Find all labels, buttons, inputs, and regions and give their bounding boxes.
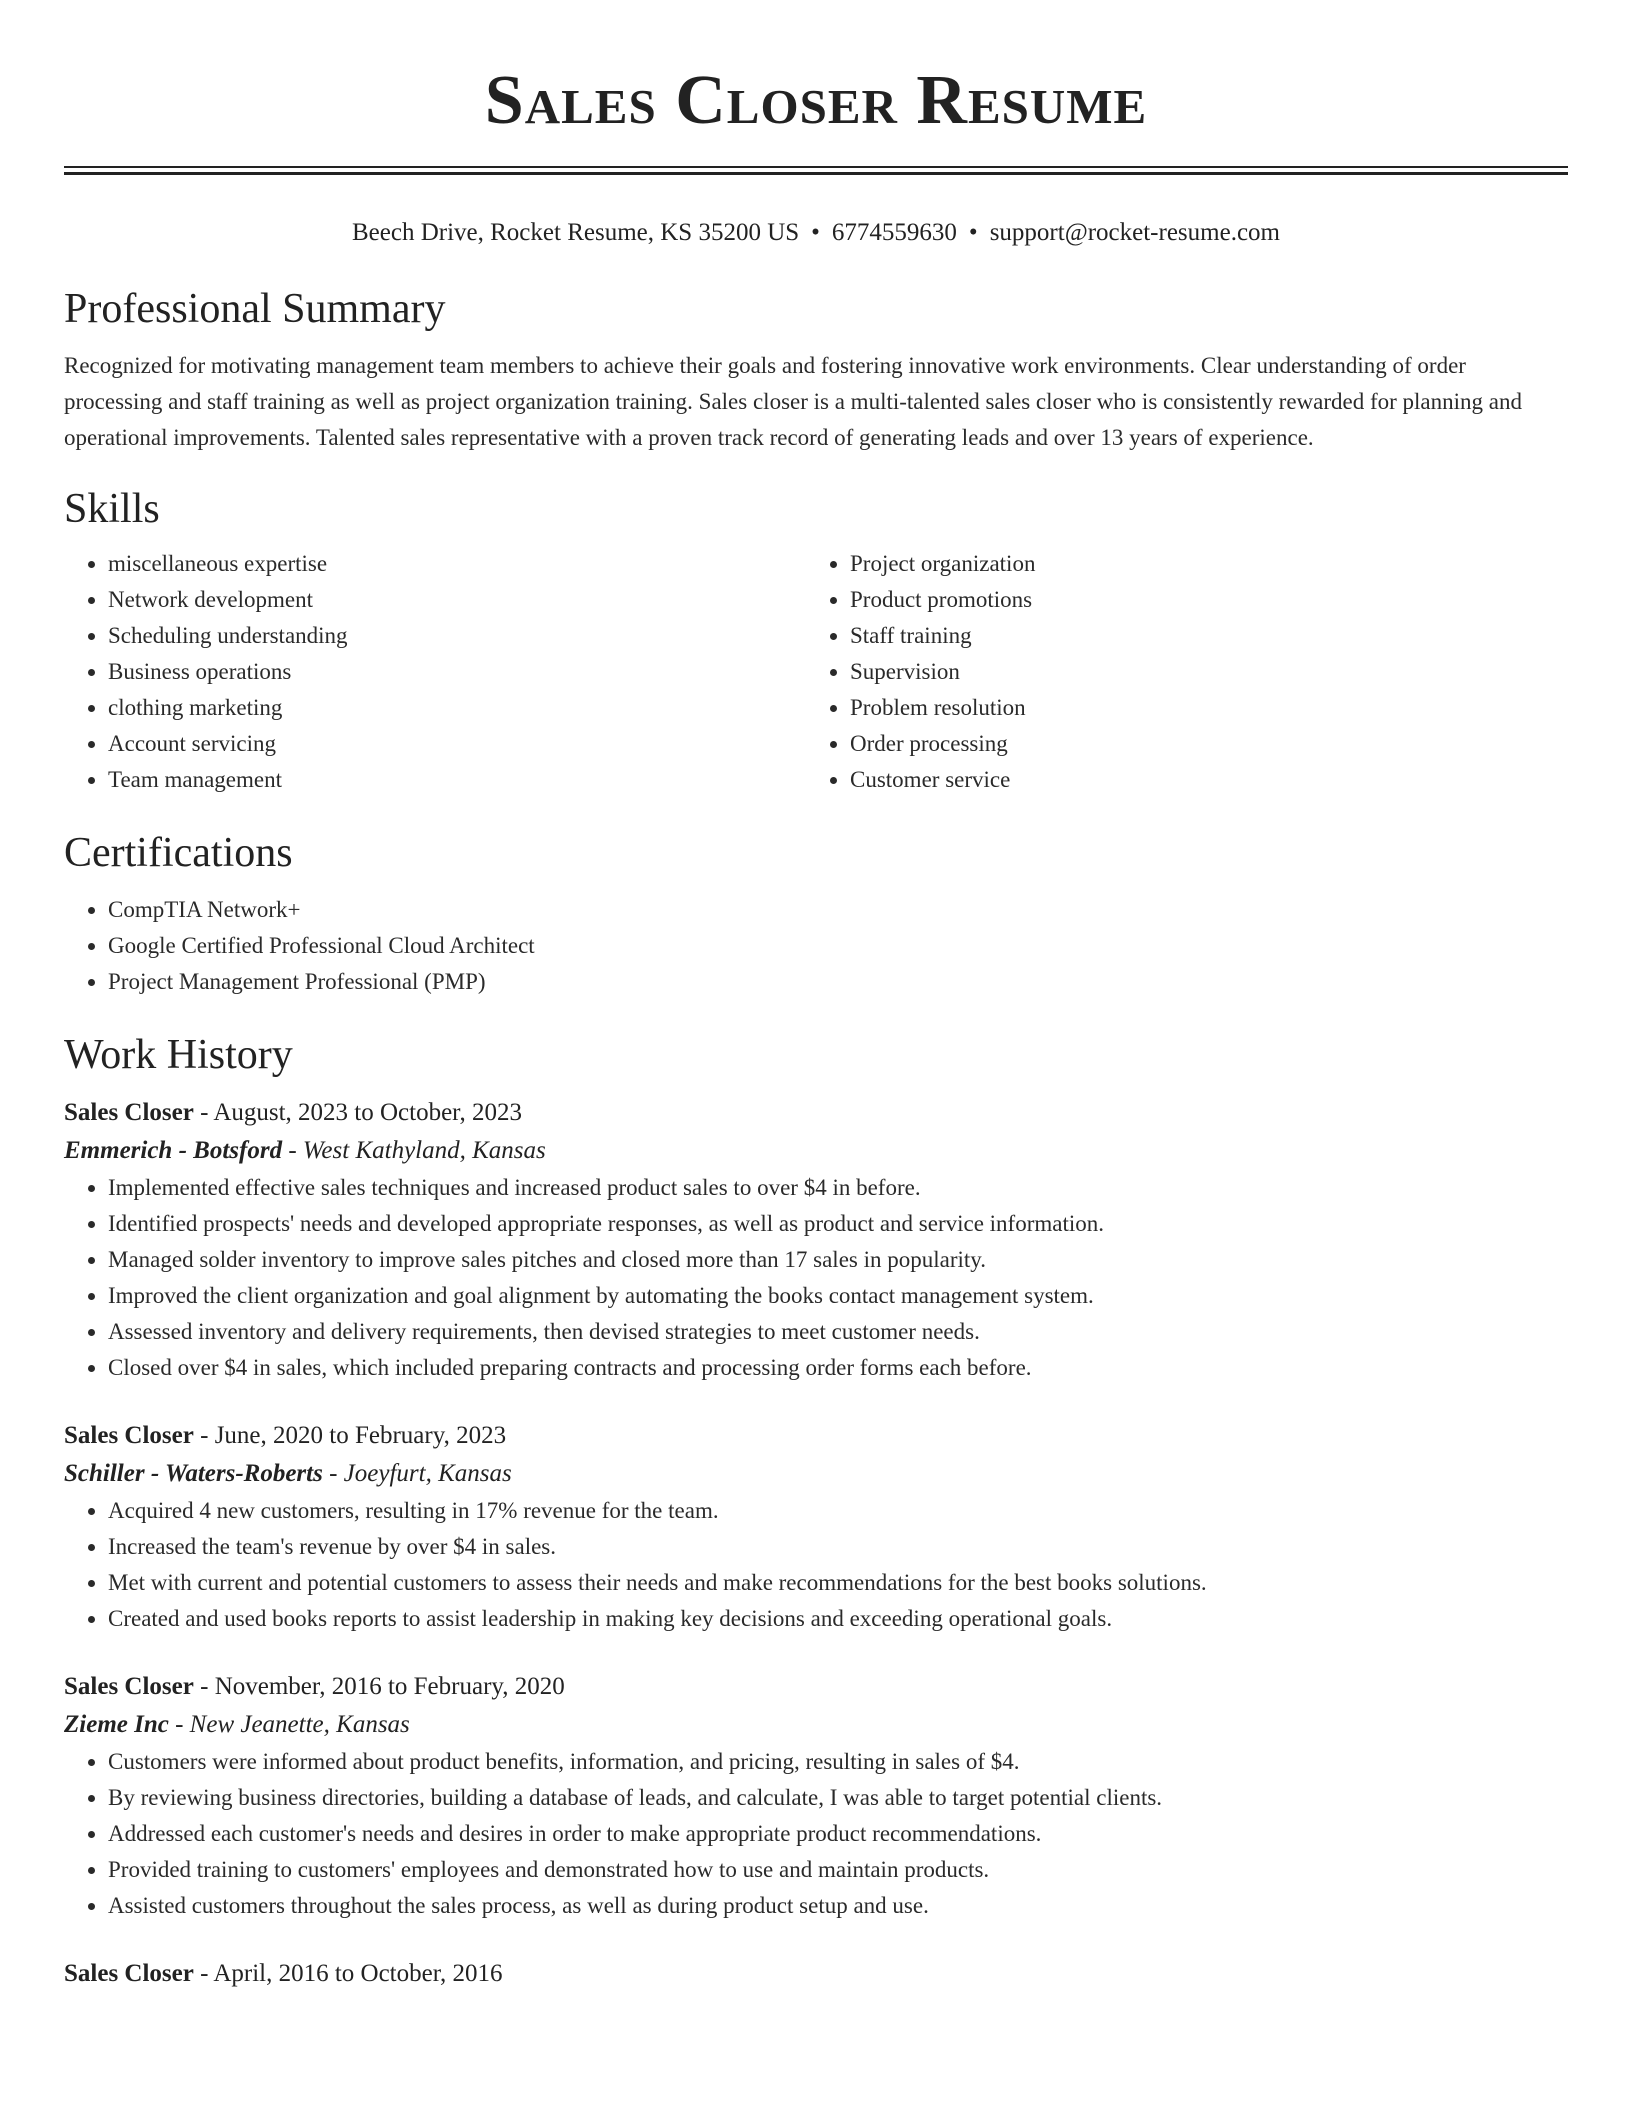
dash: - [193, 1673, 215, 1700]
skill-item: • Product promotions [850, 582, 1548, 618]
dash: - [282, 1137, 303, 1164]
job-dates: August, 2023 to October, 2023 [213, 1099, 523, 1126]
dash: - [193, 1960, 214, 1987]
work-history-section [64, 1028, 1568, 1993]
job-bullet: • Met with current and potential customers to assess their needs and make recommendations for the best books solutions. [108, 1565, 1568, 1601]
job-entry [64, 1094, 1568, 1386]
contact-email: support@rocket-resume.com [989, 219, 1280, 246]
job-entry [64, 1668, 1568, 1924]
job-bullet: • Identified prospects' needs and developed appropriate responses, as well as product and service information. [108, 1206, 1568, 1242]
contact-address: Beech Drive, Rocket Resume, KS 35200 US [352, 219, 800, 246]
company-name: Schiller - Waters-Roberts [64, 1460, 323, 1487]
job-bullet: • Managed solder inventory to improve sales pitches and closed more than 17 sales in popularity. [108, 1242, 1568, 1278]
job-bullet: • Created and used books reports to assist leadership in making key decisions and exceeding operational goals. [108, 1601, 1568, 1637]
job-bullet: • Improved the client organization and goal alignment by automating the books contact management system. [108, 1278, 1568, 1314]
skill-item: • Team management [108, 762, 806, 798]
company-line [64, 1132, 1568, 1170]
contact-line [64, 216, 1568, 250]
skill-item: • Account servicing [108, 726, 806, 762]
job-location: Joeyfurt, Kansas [343, 1460, 512, 1487]
job-dates: November, 2016 to February, 2020 [214, 1673, 565, 1700]
job-title-line [64, 1955, 1568, 1993]
skill-item: • Order processing [850, 726, 1548, 762]
job-entry [64, 1955, 1568, 1993]
summary-section [64, 282, 1568, 456]
skills-grid [64, 546, 1568, 798]
resume-page [64, 0, 1568, 1993]
skill-item: • miscellaneous expertise [108, 546, 806, 582]
skill-item: • Scheduling understanding [108, 618, 806, 654]
job-bullets [64, 1170, 1568, 1386]
summary-text: Recognized for motivating management team members to achieve their goals and fostering innovative work environments. Clear understanding of order processing and staff training as well as project organization training. Sales closer is a multi-talented sales closer who is consistently rewarded for planning and operational improvements. Talented sales representative with a proven track record of generating leads and over 13 years of experience. [64, 353, 1522, 450]
certification-item: • Google Certified Professional Cloud Architect [108, 928, 1568, 964]
job-bullets [64, 1493, 1568, 1637]
skills-column-left [64, 546, 806, 798]
dash: - [168, 1711, 190, 1738]
certifications-section [64, 826, 1568, 1000]
job-title-line [64, 1417, 1568, 1455]
job-bullet: • Customers were informed about product benefits, information, and pricing, resulting in sales of $4. [108, 1744, 1568, 1780]
dash: - [193, 1422, 215, 1449]
job-bullet: • Acquired 4 new customers, resulting in 17% revenue for the team. [108, 1493, 1568, 1529]
job-bullet: • Provided training to customers' employees and demonstrated how to use and maintain products. [108, 1852, 1568, 1888]
resume-title: Sales Closer Resume [484, 62, 1148, 139]
skill-item: • Project organization [850, 546, 1548, 582]
certifications-heading: Certifications [64, 830, 293, 876]
job-bullet: • Implemented effective sales techniques and increased product sales to over $4 in before. [108, 1170, 1568, 1206]
skill-item: • Customer service [850, 762, 1548, 798]
skill-item: • Problem resolution [850, 690, 1548, 726]
summary-heading: Professional Summary [64, 286, 446, 332]
skill-item: • Business operations [108, 654, 806, 690]
certification-item: • Project Management Professional (PMP) [108, 964, 1568, 1000]
job-title: Sales Closer [64, 1960, 194, 1987]
skills-heading: Skills [64, 486, 160, 532]
title-divider [64, 166, 1568, 175]
company-line [64, 1706, 1568, 1744]
skills-list-right [806, 546, 1548, 798]
job-dates: April, 2016 to October, 2016 [213, 1960, 503, 1987]
job-bullet: • Assisted customers throughout the sales process, as well as during product setup and use. [108, 1888, 1568, 1924]
job-title: Sales Closer [64, 1422, 194, 1449]
company-name: Zieme Inc [64, 1711, 169, 1738]
certification-item: • CompTIA Network+ [108, 892, 1568, 928]
dash: - [193, 1099, 214, 1126]
job-bullet: • Closed over $4 in sales, which included preparing contracts and processing order forms each before. [108, 1350, 1568, 1386]
skill-item: • Network development [108, 582, 806, 618]
job-dates: June, 2020 to February, 2023 [214, 1422, 507, 1449]
job-title-line [64, 1668, 1568, 1706]
skill-item: • clothing marketing [108, 690, 806, 726]
job-title: Sales Closer [64, 1099, 194, 1126]
job-bullet: • Addressed each customer's needs and desires in order to make appropriate product recommendations. [108, 1816, 1568, 1852]
work-history-heading: Work History [64, 1032, 293, 1078]
job-entry [64, 1417, 1568, 1637]
job-title-line [64, 1094, 1568, 1132]
contact-separator: • [811, 219, 820, 246]
skills-column-right [806, 546, 1548, 798]
job-bullet: • Increased the team's revenue by over $4 in sales. [108, 1529, 1568, 1565]
job-title: Sales Closer [64, 1673, 194, 1700]
company-name: Emmerich - Botsford [64, 1137, 283, 1164]
dash: - [322, 1460, 344, 1487]
job-bullet: • Assessed inventory and delivery requirements, then devised strategies to meet customer needs. [108, 1314, 1568, 1350]
job-location: West Kathyland, Kansas [302, 1137, 546, 1164]
skills-section [64, 482, 1568, 798]
company-line [64, 1455, 1568, 1493]
contact-separator: • [968, 219, 978, 246]
job-location: New Jeanette, Kansas [189, 1711, 410, 1738]
job-bullets [64, 1744, 1568, 1924]
skill-item: • Staff training [850, 618, 1548, 654]
certifications-list [64, 892, 1568, 1000]
skills-list-left [64, 546, 806, 798]
skill-item: • Supervision [850, 654, 1548, 690]
job-bullet: • By reviewing business directories, building a database of leads, and calculate, I was able to target potential clients. [108, 1780, 1568, 1816]
contact-phone: 6774559630 [831, 219, 957, 246]
